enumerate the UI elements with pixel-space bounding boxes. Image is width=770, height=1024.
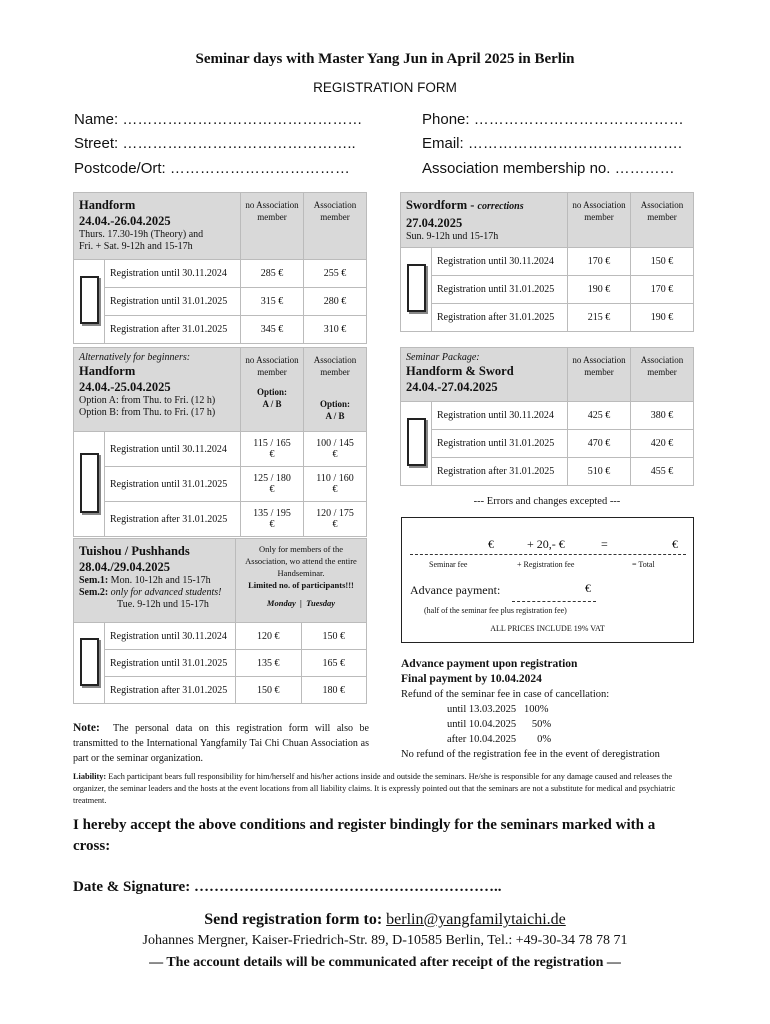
final-payment-text: Final payment by 10.04.2024 [401, 673, 542, 685]
advance-euro: € [585, 581, 591, 595]
contact-address: Johannes Mergner, Kaiser-Friedrich-Str. 89, D-10585 Berlin, Tel.: +49-30-34 78 78 71 [142, 933, 628, 948]
sem2-label: Sem.2: [79, 587, 109, 598]
table-row [74, 623, 367, 650]
row-label: Registration after 31.01.2025 [432, 304, 568, 332]
option-ab: A / B [262, 399, 282, 409]
liability-text [73, 771, 693, 807]
advance-payment-text: Advance payment upon registration [401, 658, 578, 670]
accept-statement: I hereby accept the above conditions and register bindingly for the seminars marked with a cross: [73, 817, 656, 854]
option-ab: A / B [325, 411, 345, 421]
col-association: Association member [304, 193, 367, 260]
street-field[interactable]: Street: ……………………………………….. [74, 135, 356, 152]
label-seminar-fee: Seminar fee [429, 560, 468, 569]
row-label: Registration after 31.01.2025 [105, 316, 241, 344]
price-member: 190 € [631, 304, 694, 332]
row-label: Registration after 31.01.2025 [432, 458, 568, 486]
currency: € [269, 449, 275, 460]
swordform-note: Sun. 9-12h und 15-17h [406, 231, 499, 242]
table-row [401, 248, 694, 276]
refund-pct: 0% [537, 734, 552, 745]
handform-checkbox[interactable] [80, 276, 99, 324]
handform-dates: 24.04.-26.04.2025 [79, 214, 171, 228]
price-no-member: 425 € [568, 402, 631, 430]
table-row [74, 502, 367, 537]
price-member: 255 € [304, 260, 367, 288]
price-no-member: 190 € [568, 276, 631, 304]
price-tuesday: 165 € [301, 650, 367, 677]
option-label: Option: [319, 399, 350, 409]
price-monday: 150 € [236, 677, 302, 704]
price-tuesday: 180 € [301, 677, 367, 704]
phone-field[interactable]: Phone: …………………………………… [422, 111, 684, 128]
send-label: Send registration form to: [204, 911, 387, 928]
advance-payment-label: Advance payment: [410, 583, 501, 597]
swordform-title: Swordform - [406, 198, 478, 212]
package-title: Handform & Sword [406, 364, 514, 378]
beginners-dates: 24.04.-25.04.2025 [79, 380, 171, 394]
refund-date: until 10.04.2025 [447, 719, 517, 730]
col-no-association: no Association member [568, 193, 631, 248]
price-no-member: 135 / 195 [253, 508, 291, 519]
errors-excepted: --- Errors and changes excepted --- [473, 496, 621, 507]
half-fee-note: (half of the seminar fee plus registration fee) [424, 606, 567, 615]
package-dates: 24.04.-27.04.2025 [406, 380, 498, 394]
package-checkbox[interactable] [407, 418, 426, 466]
row-label: Registration until 30.11.2024 [105, 623, 236, 650]
currency: € [332, 484, 338, 495]
page-title: Seminar days with Master Yang Jun in April 2025 in Berlin [195, 51, 575, 67]
table-row [401, 304, 694, 332]
price-no-member: 285 € [241, 260, 304, 288]
refund-date: after 10.04.2025 [447, 734, 517, 745]
email-field[interactable]: Email: ……………………………………. [422, 135, 683, 152]
beginners-table [73, 347, 367, 537]
handform-note-2: Fri. + Sat. 9-12h and 15-17h [79, 241, 193, 252]
name-field[interactable]: Name: ………………………………………… [74, 111, 363, 128]
tuishou-checkbox[interactable] [80, 638, 99, 686]
price-member: 110 / 160 [316, 473, 354, 484]
price-monday: 120 € [236, 623, 302, 650]
row-label: Registration until 31.01.2025 [105, 467, 241, 502]
calc-divider [410, 554, 686, 555]
swordform-checkbox[interactable] [407, 264, 426, 312]
col-no-association: no Association member [241, 193, 304, 260]
price-member: 280 € [304, 288, 367, 316]
row-label: Registration until 30.11.2024 [105, 260, 241, 288]
price-member: 310 € [304, 316, 367, 344]
price-no-member: 170 € [568, 248, 631, 276]
table-row [401, 276, 694, 304]
row-label: Registration after 31.01.2025 [105, 502, 241, 537]
members-note: Only for members of the Association, wo attend the entire Handseminar. [245, 544, 357, 578]
separator: | [299, 598, 302, 608]
page-subtitle: REGISTRATION FORM [313, 80, 457, 95]
row-label: Registration until 30.11.2024 [432, 248, 568, 276]
table-row [401, 402, 694, 430]
table-row [74, 432, 367, 467]
personal-data-note [73, 721, 369, 766]
swordform-title-suffix: corrections [477, 201, 524, 212]
refund-pct: 50% [531, 719, 552, 730]
label-total: = Total [632, 560, 655, 569]
tuesday-label: Tuesday [306, 598, 336, 608]
monday-label: Monday [266, 598, 296, 608]
beginners-checkbox[interactable] [80, 453, 99, 513]
price-no-member: 125 / 180 [253, 473, 291, 484]
price-no-member: 345 € [241, 316, 304, 344]
label-registration-fee: + Registration fee [517, 560, 575, 569]
no-refund-text: No refund of the registration fee in the event of deregistration [401, 749, 660, 760]
table-row [74, 467, 367, 502]
col-no-association: no Association member [245, 355, 299, 377]
advance-input-line[interactable] [512, 601, 596, 602]
fee-euro: € [488, 537, 494, 551]
tuishou-table [73, 538, 367, 704]
plus-fee: + 20,- € [527, 537, 565, 551]
package-intro: Seminar Package: [406, 352, 480, 363]
price-member: 120 / 175 [316, 508, 354, 519]
price-no-member: 510 € [568, 458, 631, 486]
equals-sign: = [601, 537, 608, 551]
refund-pct: 100% [524, 704, 549, 715]
swordform-table [400, 192, 694, 332]
sem1-text: Mon. 10-12h and 15-17h [110, 575, 211, 586]
tuishou-dates: 28.04./29.04.2025 [79, 560, 170, 574]
col-association: Association member [631, 348, 694, 402]
price-member: 380 € [631, 402, 694, 430]
price-member: 100 / 145 [316, 438, 354, 449]
signature-field[interactable]: Date & Signature: …………………………………………………….. [73, 879, 502, 895]
beginners-title: Handform [79, 364, 136, 378]
send-line [0, 911, 770, 929]
col-no-association: no Association member [568, 348, 631, 402]
table-row [401, 430, 694, 458]
table-row [74, 677, 367, 704]
price-member: 455 € [631, 458, 694, 486]
price-member: 150 € [631, 248, 694, 276]
total-euro: € [672, 537, 678, 551]
package-table [400, 347, 694, 486]
price-no-member: 470 € [568, 430, 631, 458]
note-text: The personal data on this registration form will also be transmitted to the International Yangfamily Tai Chi Chuan Association as part or the seminar organization. [73, 723, 369, 764]
currency: € [332, 449, 338, 460]
membership-field[interactable]: Association membership no. ………… [422, 160, 675, 177]
handform-title: Handform [79, 198, 136, 212]
refund-date: until 13.03.2025 [447, 704, 517, 715]
row-label: Registration until 30.11.2024 [105, 432, 241, 467]
row-label: Registration until 31.01.2025 [105, 650, 236, 677]
table-row [401, 458, 694, 486]
row-label: Registration until 30.11.2024 [432, 402, 568, 430]
liability-body: Each participant bears full responsibility for him/herself and his/her actions inside and outside the seminars. He/she is responsible for any damage caused and releases the organizer, the seminar leaders and the hosts at the event locations from all liability claims. It is expressly pointed out that the seminars are not a substitute for medical and psychiatric treatment. [73, 772, 676, 805]
row-label: Registration until 31.01.2025 [432, 276, 568, 304]
row-label: Registration until 31.01.2025 [432, 430, 568, 458]
row-label: Registration until 31.01.2025 [105, 288, 241, 316]
table-row [74, 260, 367, 288]
handform-table [73, 192, 367, 344]
option-b: Option B: from Thu. to Fri. (17 h) [79, 407, 216, 418]
option-a: Option A: from Thu. to Fri. (12 h) [79, 395, 216, 406]
handform-note-1: Thurs. 17.30-19h (Theory) and [79, 229, 204, 240]
option-label: Option: [256, 387, 287, 397]
col-association: Association member [313, 355, 357, 377]
vat-note: ALL PRICES INCLUDE 19% VAT [490, 624, 605, 633]
sem1-label: Sem.1: [79, 575, 109, 586]
payment-info [401, 657, 701, 762]
currency: € [269, 519, 275, 530]
liability-label: Liability: [73, 772, 107, 781]
fee-calculation-box [401, 517, 694, 643]
price-tuesday: 150 € [301, 623, 367, 650]
price-no-member: 115 / 165 [253, 438, 291, 449]
price-no-member: 315 € [241, 288, 304, 316]
postcode-field[interactable]: Postcode/Ort: ……………………………… [74, 160, 350, 177]
sem2-text: only for advanced students! [110, 587, 222, 598]
swordform-dates: 27.04.2025 [406, 216, 463, 230]
currency: € [332, 519, 338, 530]
sem2-time: Tue. 9-12h und 15-17h [117, 599, 209, 610]
price-member: 170 € [631, 276, 694, 304]
tuishou-title: Tuishou / Pushhands [79, 544, 190, 558]
table-row [74, 288, 367, 316]
price-no-member: 215 € [568, 304, 631, 332]
table-row [74, 650, 367, 677]
beginners-intro: Alternatively for beginners: [79, 352, 191, 363]
price-member: 420 € [631, 430, 694, 458]
col-association: Association member [631, 193, 694, 248]
account-note: — The account details will be communicated after receipt of the registration — [149, 955, 621, 970]
refund-title: Refund of the seminar fee in case of cancellation: [401, 689, 610, 700]
currency: € [269, 484, 275, 495]
row-label: Registration after 31.01.2025 [105, 677, 236, 704]
price-monday: 135 € [236, 650, 302, 677]
limited-note: Limited no. of participants!!! [248, 580, 354, 590]
table-row [74, 316, 367, 344]
note-label: Note: [73, 722, 100, 734]
email-link[interactable]: berlin@yangfamilytaichi.de [386, 911, 566, 928]
